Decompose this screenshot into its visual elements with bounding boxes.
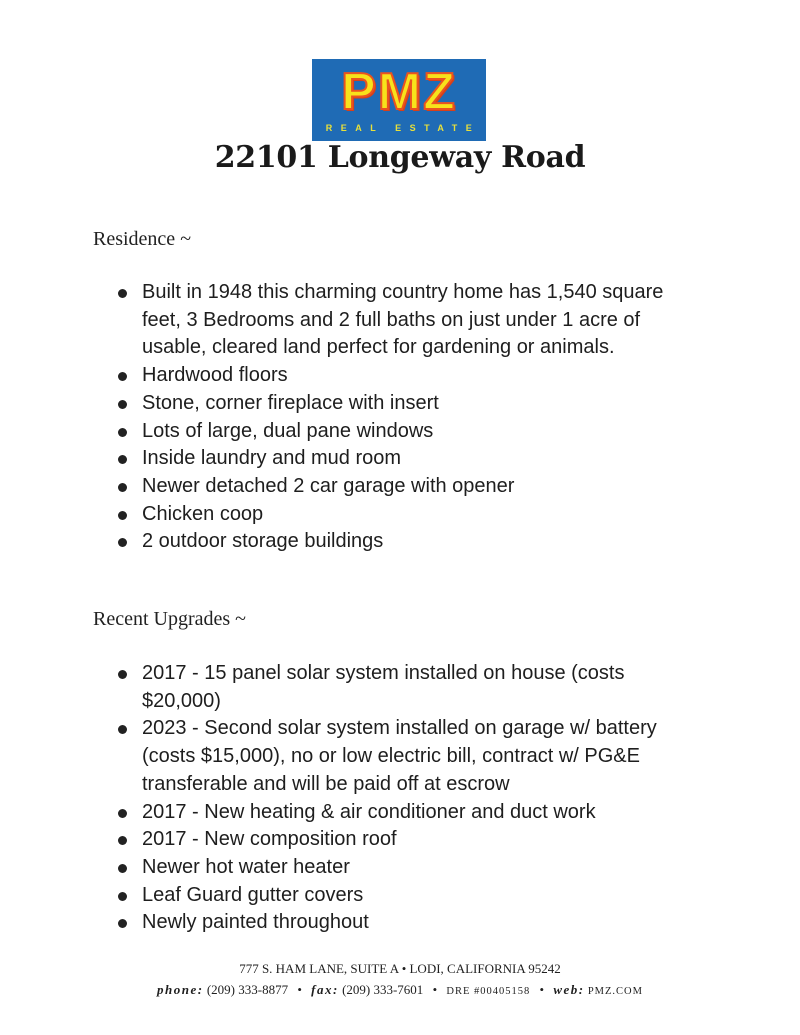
separator: • (432, 982, 438, 997)
logo-wordmark: PMZ (341, 63, 457, 121)
list-item (118, 826, 658, 854)
bullet-icon (118, 725, 127, 734)
list-item (118, 390, 698, 418)
list-item (118, 279, 698, 362)
bullet-icon (118, 892, 127, 901)
bullet-icon (118, 289, 127, 298)
list-item-text: Newer hot water heater (142, 855, 350, 878)
list-item-text: 2017 - New composition roof (142, 828, 397, 851)
bullet-icon (118, 670, 127, 679)
list-item-text: Inside laundry and mud room (142, 447, 402, 470)
list-item-text: Leaf Guard gutter covers (142, 883, 364, 906)
bullet-icon (118, 400, 127, 409)
pmz-logo (312, 59, 486, 141)
list-item (118, 799, 658, 827)
list-item (118, 418, 698, 446)
list-item-text: 2017 - New heating & air conditioner and duct work (142, 800, 596, 823)
separator: • (297, 982, 302, 997)
bullet-icon (118, 538, 127, 547)
fax-number: (209) 333-7601 (342, 982, 424, 997)
list-item-text: Hardwood floors (142, 364, 288, 387)
list-item-text: 2017 - 15 panel solar system installed on house (costs $20,000) (142, 662, 625, 712)
list-item (118, 882, 658, 910)
bullet-icon (118, 511, 127, 520)
list-item-text: Lots of large, dual pane windows (142, 419, 434, 442)
list-item (118, 660, 658, 715)
list-item (118, 854, 658, 882)
phone-number: (209) 333-8877 (206, 982, 289, 997)
list-item (118, 445, 698, 473)
phone-label: phone: (157, 982, 204, 997)
list-item-text: Newly painted throughout (142, 911, 369, 934)
list-item-text: 2 outdoor storage buildings (142, 530, 384, 553)
bullet-icon (118, 483, 127, 492)
web-label: web: (553, 982, 585, 997)
list-item (118, 501, 698, 529)
list-item (118, 715, 658, 798)
upgrades-heading: Recent Upgrades ~ (93, 608, 246, 630)
bullet-icon (118, 809, 127, 818)
list-item-text: Built in 1948 this charming country home has 1,540 square feet, 3 Bedrooms and 2 full baths on just under 1 acre of usable, cleared land perfect for gardening or animals. (142, 281, 664, 359)
upgrades-list (118, 660, 658, 937)
fax-label: fax: (311, 982, 339, 997)
logo-subtitle: REAL ESTATE (325, 123, 481, 133)
bullet-icon (118, 428, 127, 437)
list-item-text: Stone, corner fireplace with insert (142, 391, 439, 414)
list-item (118, 909, 658, 937)
bullet-icon (118, 455, 127, 464)
bullet-icon (118, 919, 127, 928)
web-address: PMZ.COM (587, 986, 643, 997)
list-item (118, 362, 698, 390)
footer-contact (0, 982, 800, 1000)
list-item (118, 473, 698, 501)
separator: • (539, 982, 545, 997)
footer-address: 777 S. HAM LANE, SUITE A • LODI, CALIFORNIA 95242 (239, 961, 561, 976)
residence-heading: Residence ~ (93, 228, 192, 250)
list-item-text: 2023 - Second solar system installed on garage w/ battery (costs $15,000), no or low electric bill, contract w/ PG&E transferable and will be paid off at escrow (142, 717, 657, 795)
bullet-icon (118, 372, 127, 381)
bullet-icon (118, 836, 127, 845)
bullet-icon (118, 864, 127, 873)
residence-list (118, 279, 698, 556)
list-item-text: Newer detached 2 car garage with opener (142, 474, 515, 497)
list-item (118, 528, 698, 556)
property-title: 22101 Longeway Road (214, 140, 586, 175)
list-item-text: Chicken coop (142, 502, 264, 525)
dre-number: DRE #00405158 (446, 986, 531, 997)
